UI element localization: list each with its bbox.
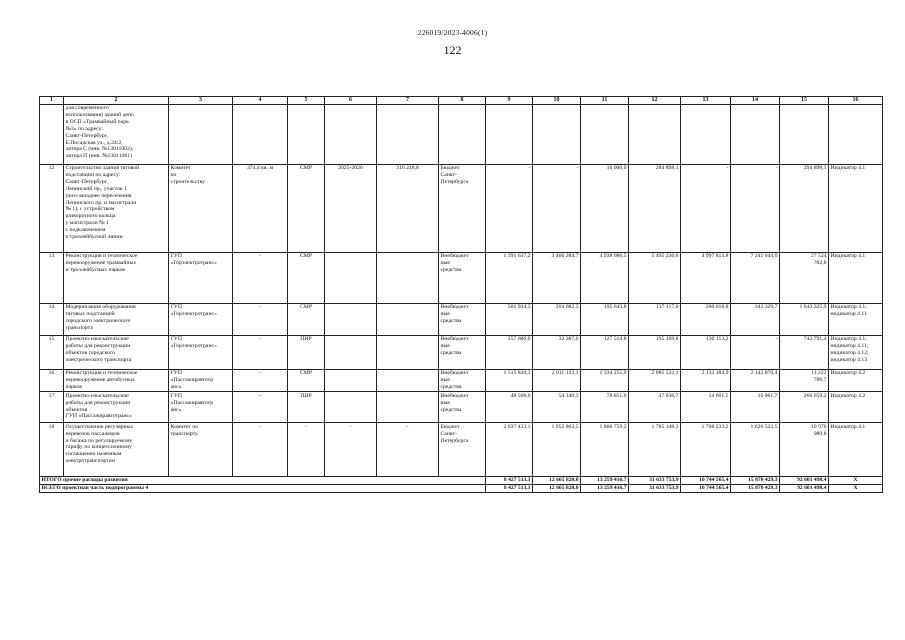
period-cell	[325, 303, 377, 335]
amount-col13-cell	[681, 104, 731, 164]
amount-col11-cell: 127 514,8	[581, 335, 629, 369]
budget-table	[39, 96, 883, 493]
table-row	[40, 392, 883, 423]
capacity-cell: -	[233, 303, 288, 335]
totals-amount-cell: 10 744 565,4	[681, 477, 731, 485]
work-type-cell: СМР	[288, 369, 325, 392]
funding-source-cell	[439, 104, 486, 164]
totals-label: ВСЕГО проектная часть подпрограммы 4	[40, 485, 486, 493]
amount-col13-cell: 14 601,5	[681, 392, 731, 423]
work-type-cell: СМР	[288, 252, 325, 303]
totals-amount-cell: 8 427 513,1	[486, 477, 533, 485]
column-number-cell: 15	[780, 97, 829, 105]
amount-col12-cell: 2 085 532,1	[629, 369, 681, 392]
period-cell: 2025-2026	[325, 164, 377, 252]
amount-col11-cell: 10 000,0	[581, 164, 629, 252]
table-body	[40, 97, 883, 493]
project-name-cell: Модернизация оборудования тяговых подстанций городского электрического транспорта	[64, 303, 169, 335]
column-number-cell: 11	[581, 97, 629, 105]
table-row	[40, 303, 883, 335]
capacity-cell: -	[233, 392, 288, 423]
period-cell	[325, 252, 377, 303]
funding-source-cell: Бюджет Санкт- Петербурга	[439, 423, 486, 477]
period-cell	[325, 335, 377, 369]
customer-cell: ГУП «Горэлектротранс»	[169, 303, 233, 335]
amount-col14-cell: -	[731, 164, 780, 252]
totals-amount-cell: 31 633 753,9	[629, 477, 681, 485]
totals-amount-cell: 13 259 416,7	[581, 485, 629, 493]
project-name-cell: Строительство здания тяговой подстанции по адресу: Санкт-Петербург, Ленинский пр., участок 1 (юго-западнее пересечения Ленинского пр. и магистрали № 1), с устройством разворотного кольца у магистрали № 1 с подключением к троллейбусной линии	[64, 164, 169, 252]
amount-col14-cell: 16 061,7	[731, 392, 780, 423]
customer-cell: Комитет по транспорту	[169, 423, 233, 477]
capacity-cell: -	[233, 423, 288, 477]
totals-amount-cell: 92 601 498,4	[780, 477, 829, 485]
amount-col13-cell: 4 997 813,8	[681, 252, 731, 303]
indicator-cell: Индикатор 4.2	[829, 369, 883, 392]
project-name-cell: Осуществление регулярных перевозок пассажиров и багажа по регулируемому тарифу по концессионному соглашению наземным электротранспортом	[64, 423, 169, 477]
totals-amount-cell: 92 601 498,4	[780, 485, 829, 493]
project-name-cell: Проектно-изыскательские работы для реконструкции объектов городского электрического транспорта	[64, 335, 169, 369]
amount-total-cell: 10 976 980,8	[780, 423, 829, 477]
estimated-cost-cell	[377, 392, 439, 423]
customer-cell: ГУП «Пассажиравтотр анс»	[169, 369, 233, 392]
row-number-cell: 14	[40, 303, 64, 335]
column-number-cell: 10	[533, 97, 581, 105]
row-number-cell: 12	[40, 164, 64, 252]
period-cell: -	[325, 423, 377, 477]
amount-col13-cell: 2 133 184,9	[681, 369, 731, 392]
amount-col12-cell: 1 785 148,3	[629, 423, 681, 477]
period-cell	[325, 104, 377, 164]
project-name-cell: Реконструкция и техническое перевооружение трамвайных и троллейбусных парков	[64, 252, 169, 303]
column-number-cell: 4	[233, 97, 288, 105]
totals-row	[40, 485, 883, 493]
capacity-cell: -	[233, 252, 288, 303]
amount-col10-cell	[533, 104, 581, 164]
amount-col9-cell: 1 515 820,3	[486, 369, 533, 392]
project-name-cell: Реконструкция и техническое перевооружение автобусных парков	[64, 369, 169, 392]
amount-total-cell: 1 643 325,9	[780, 303, 829, 335]
column-number-cell: 2	[64, 97, 169, 105]
totals-row	[40, 477, 883, 485]
estimated-cost-cell: 316 248,8	[377, 164, 439, 252]
amount-col11-cell: 1 334 255,9	[581, 369, 629, 392]
indicator-cell: Индикатор 4.1; индикатор 4.11; индикатор 4.12; индикатор 4.13	[829, 335, 883, 369]
amount-col14-cell: 2 142 870,4	[731, 369, 780, 392]
document-id: 226019/2023-4006(1)	[417, 28, 488, 37]
amount-col13-cell: 1 708 233,2	[681, 423, 731, 477]
totals-amount-cell: 10 744 565,4	[681, 485, 731, 493]
totals-mark-cell: X	[829, 477, 883, 485]
column-number-cell: 1	[40, 97, 64, 105]
amount-total-cell	[780, 104, 829, 164]
amount-total-cell: 27 524 702,8	[780, 252, 829, 303]
amount-col10-cell: 204 682,3	[533, 303, 581, 335]
funding-source-cell: Внебюджет ные средства	[439, 252, 486, 303]
work-type-cell: ПИР	[288, 392, 325, 423]
amount-col13-cell: -	[681, 164, 731, 252]
amount-col11-cell: 195 643,8	[581, 303, 629, 335]
amount-total-cell: 294 898,1	[780, 164, 829, 252]
work-type-cell: СМР	[288, 303, 325, 335]
amount-col9-cell: 1 391 637,2	[486, 252, 533, 303]
estimated-cost-cell	[377, 252, 439, 303]
funding-source-cell: Внебюджет ные средства	[439, 303, 486, 335]
amount-col12-cell: 5 495 236,6	[629, 252, 681, 303]
totals-amount-cell: 12 665 820,0	[533, 477, 581, 485]
amount-total-cell: 11 222 786,7	[780, 369, 829, 392]
amount-col12-cell: 284 898,1	[629, 164, 681, 252]
totals-amount-cell: 15 870 429,3	[731, 485, 780, 493]
amount-col13-cell: 130 113,2	[681, 335, 731, 369]
amount-col11-cell: 4 938 086,5	[581, 252, 629, 303]
amount-total-cell: 742 791,4	[780, 335, 829, 369]
project-name-cell: Проектно-изыскательские работы для реконструкции объектов ГУП «Пассажиравтотранс»	[64, 392, 169, 423]
amount-col14-cell: 343 329,7	[731, 303, 780, 335]
amount-col14-cell: 7 241 644,0	[731, 252, 780, 303]
period-cell	[325, 392, 377, 423]
amount-col14-cell	[731, 104, 780, 164]
amount-col9-cell	[486, 104, 533, 164]
amount-col11-cell: 78 851,0	[581, 392, 629, 423]
column-number-cell: 8	[439, 97, 486, 105]
amount-col10-cell: 2 011 123,1	[533, 369, 581, 392]
amount-total-cell: 260 059,2	[780, 392, 829, 423]
totals-mark-cell: X	[829, 485, 883, 493]
funding-source-cell: Внебюджет ные средства	[439, 369, 486, 392]
work-type-cell: СМР	[288, 164, 325, 252]
amount-col9-cell: 2 037 433,1	[486, 423, 533, 477]
page-number: 122	[443, 43, 462, 57]
amount-col10-cell: 3 460 284,7	[533, 252, 581, 303]
table-row	[40, 423, 883, 477]
column-number-cell: 16	[829, 97, 883, 105]
row-number-cell: 18	[40, 423, 64, 477]
amount-col12-cell	[629, 104, 681, 164]
funding-source-cell: Бюджет Санкт- Петербурга	[439, 164, 486, 252]
amount-col11-cell	[581, 104, 629, 164]
amount-col12-cell: 195 169,8	[629, 335, 681, 369]
column-number-row	[40, 97, 883, 105]
customer-cell: ГУП «Горэлектротранс»	[169, 335, 233, 369]
table-row	[40, 164, 883, 252]
amount-col14-cell: -	[731, 335, 780, 369]
totals-amount-cell: 13 259 416,7	[581, 477, 629, 485]
indicator-cell: Индикатор 4.1	[829, 252, 883, 303]
customer-cell: Комитет по строительству	[169, 164, 233, 252]
indicator-cell: Индикатор 4.2	[829, 392, 883, 423]
amount-col10-cell: -	[533, 164, 581, 252]
indicator-cell	[829, 104, 883, 164]
capacity-cell: 374,4 кв. м	[233, 164, 288, 252]
amount-col9-cell: 257 606,0	[486, 335, 533, 369]
row-number-cell: 13	[40, 252, 64, 303]
amount-col14-cell: 1 626 523,5	[731, 423, 780, 477]
indicator-cell: Индикатор 4.1; индикатор 4.11	[829, 303, 883, 335]
customer-cell: ГУП «Горэлектротранс»	[169, 252, 233, 303]
estimated-cost-cell	[377, 104, 439, 164]
estimated-cost-cell	[377, 335, 439, 369]
row-number-cell: 17	[40, 392, 64, 423]
work-type-cell: -	[288, 423, 325, 477]
column-number-cell: 14	[731, 97, 780, 105]
indicator-cell: Индикатор 4.1	[829, 423, 883, 477]
row-number-cell	[40, 104, 64, 164]
estimated-cost-cell	[377, 303, 439, 335]
column-number-cell: 13	[681, 97, 731, 105]
project-name-cell: для современного использования) зданий депо в ОСП «Трамвайный парк №3» по адресу: Санкт-Петербург, Б.Посадская ул., д.24/2, литера С (инв. №13011002), литера П (инв. №13011001)	[64, 104, 169, 164]
amount-col11-cell: 1 866 759,2	[581, 423, 629, 477]
period-cell	[325, 369, 377, 392]
capacity-cell: -	[233, 335, 288, 369]
totals-amount-cell: 8 427 513,1	[486, 485, 533, 493]
totals-amount-cell: 15 870 429,3	[731, 477, 780, 485]
amount-col9-cell: 48 568,0	[486, 392, 533, 423]
amount-col9-cell: -	[486, 164, 533, 252]
amount-col10-cell: 1 952 863,5	[533, 423, 581, 477]
funding-source-cell: Внебюджет ные средства	[439, 335, 486, 369]
amount-col12-cell: 47 836,7	[629, 392, 681, 423]
totals-label: ИТОГО прочие расходы развития	[40, 477, 486, 485]
capacity-cell	[233, 104, 288, 164]
estimated-cost-cell: -	[377, 423, 439, 477]
capacity-cell: -	[233, 369, 288, 392]
indicator-cell: Индикатор 4.1	[829, 164, 883, 252]
totals-amount-cell: 31 633 753,9	[629, 485, 681, 493]
column-number-cell: 12	[629, 97, 681, 105]
totals-amount-cell: 12 665 820,0	[533, 485, 581, 493]
customer-cell: ГУП «Пассажиравтотр анс»	[169, 392, 233, 423]
table-row	[40, 104, 883, 164]
funding-source-cell: Внебюджет ные средства	[439, 392, 486, 423]
row-number-cell: 15	[40, 335, 64, 369]
amount-col10-cell: 54 140,3	[533, 392, 581, 423]
column-number-cell: 6	[325, 97, 377, 105]
estimated-cost-cell	[377, 369, 439, 392]
amount-col9-cell: 501 934,3	[486, 303, 533, 335]
column-number-cell: 5	[288, 97, 325, 105]
column-number-cell: 7	[377, 97, 439, 105]
amount-col13-cell: 260 618,8	[681, 303, 731, 335]
table-row	[40, 252, 883, 303]
customer-cell	[169, 104, 233, 164]
amount-col12-cell: 137 117,0	[629, 303, 681, 335]
table-row	[40, 369, 883, 392]
amount-col10-cell: 32 387,6	[533, 335, 581, 369]
work-type-cell: ПИР	[288, 335, 325, 369]
column-number-cell: 3	[169, 97, 233, 105]
column-number-cell: 9	[486, 97, 533, 105]
table-row	[40, 335, 883, 369]
work-type-cell	[288, 104, 325, 164]
row-number-cell: 16	[40, 369, 64, 392]
